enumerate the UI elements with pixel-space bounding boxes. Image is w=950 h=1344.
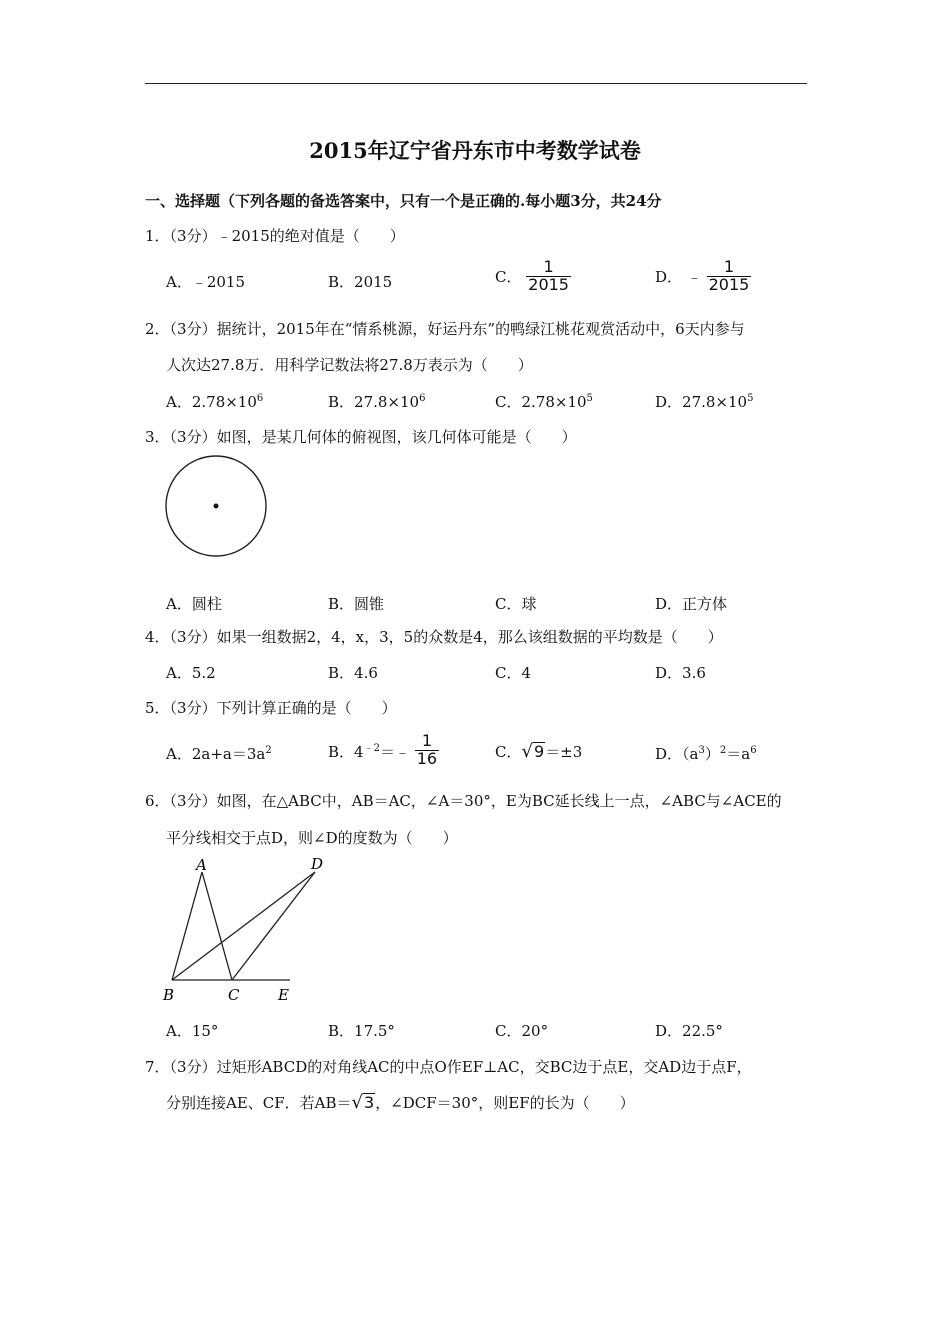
q6-option-d: D．22.5°	[655, 1022, 723, 1040]
q1-option-d-fraction	[707, 259, 752, 294]
option-prefix: B．4	[328, 742, 364, 761]
exponent: 6	[750, 745, 757, 756]
center-dot	[214, 504, 219, 509]
radicand: 9	[533, 742, 545, 762]
option-text	[328, 743, 410, 761]
q3-option-b: B．圆锥	[328, 595, 385, 613]
q1-option-a: A．﹣2015	[166, 273, 246, 291]
fraction-numerator: 1	[723, 257, 735, 276]
option-text: A．2a+a＝3a	[166, 745, 266, 763]
label-c: C	[228, 986, 240, 1004]
option-label: C．	[495, 743, 522, 761]
q2-option-d	[655, 391, 753, 412]
page-title: 2015年辽宁省丹东市中考数学试卷	[309, 138, 641, 163]
q1-option-b: B．2015	[328, 273, 393, 291]
fraction-denominator: 2015	[528, 274, 569, 294]
fraction-denominator: 2015	[708, 274, 750, 294]
q5-option-b-fraction	[415, 733, 439, 768]
exponent: 5	[747, 393, 754, 404]
label-b: B	[163, 986, 175, 1004]
exponent: 5	[586, 393, 593, 404]
label-a: A	[196, 856, 207, 874]
square-root: √ 3	[351, 1091, 375, 1113]
question-4-stem: 4．（3分）如果一组数据2，4，x，3，5的众数是4，那么该组数据的平均数是（ ）	[145, 628, 723, 646]
option-text: D．27.8×10	[655, 393, 748, 411]
exponent: 3	[698, 745, 705, 756]
exponent: 2	[719, 745, 727, 756]
q1-option-c-fraction	[526, 259, 571, 294]
option-result: ＝±3	[545, 743, 583, 761]
q1-option-c	[495, 259, 571, 294]
segment-ab	[172, 872, 202, 980]
close-paren: ）	[704, 745, 720, 763]
square-root: √ 9	[521, 740, 545, 762]
exponent: 2	[265, 745, 272, 756]
question-3-stem: 3．（3分）如图，是某几何体的俯视图，该几何体可能是（ ）	[145, 428, 577, 446]
exponent: ﹣2	[363, 742, 380, 754]
option-text: C．2.78×10	[495, 393, 587, 411]
q1-option-d-label: D．	[655, 267, 683, 286]
q5-option-d	[655, 743, 757, 764]
section-heading: 一、选择题（下列各题的备选答案中，只有一个是正确的.每小题3分，共24分	[145, 192, 662, 210]
label-e: E	[278, 986, 289, 1004]
question-7-line-2	[166, 1092, 635, 1113]
q2-option-a	[166, 391, 263, 412]
option-result: ＝a	[726, 745, 751, 763]
fraction-numerator: 1	[421, 731, 433, 750]
line-text: ，∠DCF＝30°，则EF的长为（ ）	[375, 1094, 635, 1112]
option-prefix: D．（a	[655, 745, 699, 763]
question-5-stem: 5．（3分）下列计算正确的是（ ）	[145, 699, 397, 717]
q6-option-a: A．15°	[166, 1022, 219, 1040]
question-7-line-1: 7．（3分）过矩形ABCD的对角线AC的中点O作EF⊥AC，交BC边于点E，交AD边于点F，	[145, 1058, 752, 1076]
q5-option-b	[328, 733, 439, 768]
exponent: 6	[256, 393, 264, 404]
fraction-numerator: 1	[543, 257, 554, 276]
question-2-line-1: 2．（3分）据统计，2015年在“情系桃源，好运丹东”的鸭绿江桃花观赏活动中，6天内参与	[145, 320, 745, 338]
q4-option-a: A．5.2	[166, 664, 216, 682]
q6-triangle-figure	[160, 852, 340, 1007]
q3-option-c: C．球	[495, 595, 537, 613]
q4-option-c: C．4	[495, 664, 532, 682]
q6-option-c: C．20°	[495, 1022, 549, 1040]
fraction-denominator: 16	[416, 748, 438, 768]
label-d: D	[311, 855, 324, 873]
question-6-line-1: 6．（3分）如图，在△ABC中，AB＝AC，∠A＝30°，E为BC延长线上一点，∠ABC与∠ACE的	[145, 792, 782, 810]
radicand: 3	[364, 1093, 375, 1113]
q2-option-c	[495, 391, 593, 412]
q5-option-a	[166, 743, 272, 764]
header-rule	[145, 83, 807, 84]
question-2-line-2: 人次达27.8万．用科学记数法将27.8万表示为（ ）	[166, 356, 533, 374]
q2-option-b	[328, 391, 425, 412]
q3-option-d: D．正方体	[655, 595, 728, 613]
segment-ac	[202, 872, 232, 980]
option-text: B．27.8×10	[328, 393, 420, 411]
q4-option-b: B．4.6	[328, 664, 378, 682]
q1-option-d-sign: ﹣	[686, 267, 702, 286]
question-6-line-2: 平分线相交于点D，则∠D的度数为（ ）	[166, 829, 458, 847]
option-text: A．2.78×10	[166, 393, 257, 411]
q6-option-b: B．17.5°	[328, 1022, 395, 1040]
q5-option-c	[495, 741, 582, 762]
q1-option-c-label: C．	[495, 267, 522, 286]
line-text: 分别连接AE、CF．若AB＝	[166, 1094, 352, 1112]
q3-option-a: A．圆柱	[166, 595, 222, 613]
option-equals: ＝﹣	[379, 742, 410, 761]
q3-top-view-figure	[160, 452, 272, 562]
segment-bd	[172, 872, 315, 980]
question-1-stem: 1．（3分）﹣2015的绝对值是（ ）	[145, 227, 405, 245]
exponent: 6	[419, 393, 426, 404]
q4-option-d: D．3.6	[655, 664, 706, 682]
q1-option-d	[655, 259, 751, 294]
